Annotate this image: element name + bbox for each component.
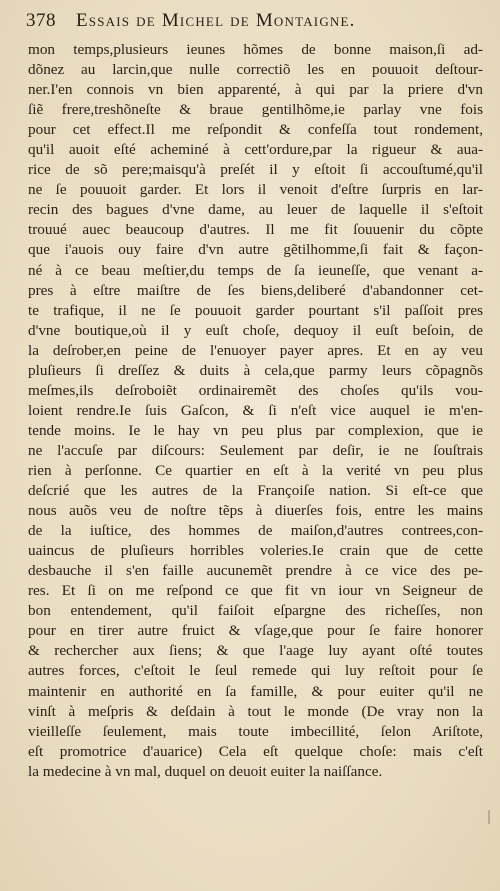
text-line: trouué auec beaucoup d'autres. Il me fit ſouuenir du cõpte xyxy=(28,221,483,239)
text-line: eſt promotrice d'auarice) Cela eſt quelque choſe: mais c'eſt xyxy=(28,742,483,760)
text-line: vinſt à meſpris & deſdain à tout le monde (De vray non la xyxy=(28,702,483,720)
text-line: la medecine à vn mal, duquel on deuoit euiter la naiſſance. xyxy=(28,762,383,780)
text-line: ner.I'en connois vn bien apparenté, à qui par la priere d'vn xyxy=(28,81,483,99)
text-line: pres à eſtre maiſtre de ſes biens,deliberé d'abandonner cet- xyxy=(28,281,483,299)
text-line: ne l'accuſe par diſcours: Seulement par deſir, ie ne ſouſtrais xyxy=(28,441,483,459)
page-header xyxy=(26,10,476,36)
text-line: rice de sõ pere;maisqu'à preſét il y eſtoit ſi accouſtumé,qu'il xyxy=(28,161,483,179)
text-line: desbauche il s'en faille aucunemẽt prendre à ce vice des pe- xyxy=(28,562,483,580)
text-line: uaincus de pluſieurs horribles voleries.Ie crain que de cette xyxy=(28,542,483,560)
body-text xyxy=(28,40,483,782)
text-line: d'vne boutique,où il y euſt choſe, dequoy il euſt beſoin, de xyxy=(28,321,483,339)
text-line: tende moins. Ie le hay vn peu plus par complexion, que ie xyxy=(28,421,483,439)
text-line: recin des bagues d'vne dame, au leuer de laquelle il s'eſtoit xyxy=(28,201,483,219)
text-line: mon temps,plusieurs ieunes hõmes de bonne maison,ſi ad- xyxy=(28,41,483,58)
text-line: res. Et ſi on me reſpond ce que fit vn iour vn Seigneur de xyxy=(28,582,483,600)
margin-mark xyxy=(488,810,490,824)
text-line: pour cet effect.Il me reſpondit & confeſſa tout rondement, xyxy=(28,121,483,139)
text-line: dõnez au larcin,que nulle correctiõ les en pouuoit deſtour- xyxy=(28,61,483,79)
text-line: qu'il auoit eſté acheminé à cett'ordure,par la rigueur & aua- xyxy=(28,141,483,159)
text-line: maintenir en authorité en ſa famille, & pour euiter qu'il ne xyxy=(28,682,483,700)
running-title: Essais de Michel de Montaigne. xyxy=(76,10,356,31)
text-line: rien à perſonne. Ce quartier en eſt à la verité vn peu plus xyxy=(28,461,483,479)
text-line: bon entendement, qu'il faiſoit eſpargne des richeſſes, non xyxy=(28,602,483,620)
text-line: deſcrié que les autres de la Françoiſe nation. Si eſt-ce que xyxy=(28,482,483,500)
text-line: meſmes,ils deſroboiẽt ordinairemẽt des choſes qu'ils vou- xyxy=(28,381,483,399)
text-line: de la iuſtice, des hommes de maiſon,d'autres contrees,con- xyxy=(28,522,483,540)
text-line: nous auõs veu de noſtre tẽps à diuerſes fois, entre les mains xyxy=(28,502,483,520)
text-line: ne ſe pouuoit garder. Et lors il venoit d'eſtre ſurpris en lar- xyxy=(28,181,483,199)
text-line: vieilleſſe ſeulement, mais toute imbecillité, ſelon Ariſtote, xyxy=(28,722,483,740)
text-line: autres forces, c'eſtoit le ſeul remede qui luy reſtoit pour ſe xyxy=(28,662,483,680)
page-number: 378 xyxy=(26,10,56,31)
text-line: pluſieurs ſi dreſſez & duits à cela,que parmy leurs cõpagnõs xyxy=(28,361,483,379)
text-line: né à ce beau meſtier,du temps de ſa ieuneſſe, que venant a- xyxy=(28,261,483,279)
text-line: pour en tirer autre fruict & vſage,que pour ſe faire honorer xyxy=(28,622,483,640)
text-line: & rechercher aux ſiens; & que l'aage luy ayant oſté toutes xyxy=(28,642,483,660)
text-line: loient rendre.Ie ſuis Gaſcon, & ſi n'eſt vice auquel ie m'en- xyxy=(28,401,483,419)
text-line: la deſrober,en peine de l'enuoyer payer apres. Et en ay veu xyxy=(28,341,483,359)
text-line: te trafique, il ne ſe pouuoit garder pourtant s'il paſſoit pres xyxy=(28,301,483,319)
text-line: que i'auois ouy faire d'vn autre gẽtilhomme,ſi fait & façon- xyxy=(28,241,483,259)
text-line: ſiẽ frere,treshõneſte & braue gentilhõme,ie parlay vne fois xyxy=(28,101,483,119)
